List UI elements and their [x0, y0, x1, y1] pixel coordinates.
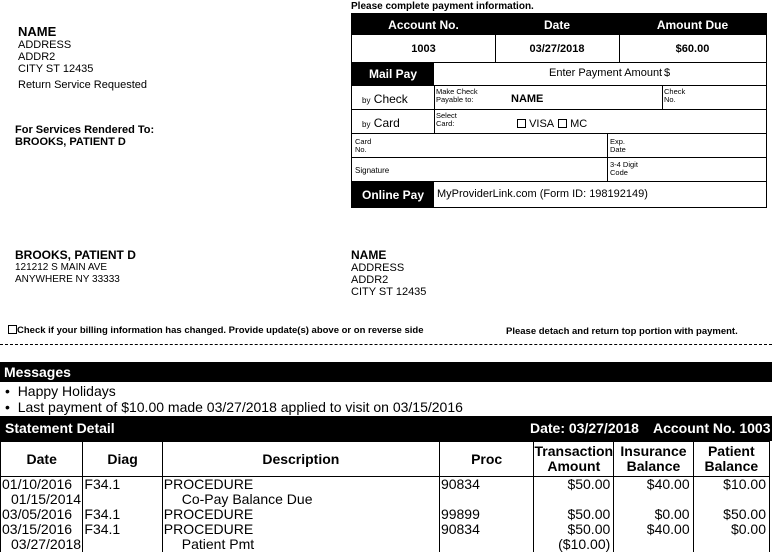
- sender-city: CITY ST 12435: [18, 63, 94, 75]
- services-patient: BROOKS, PATIENT D: [15, 136, 126, 148]
- remit-city: CITY ST 12435: [351, 286, 427, 298]
- row-patient-balance: $50.00: [693, 507, 769, 522]
- row-insurance: $0.00: [614, 507, 693, 522]
- row-date: 03/27/2018: [1, 537, 83, 552]
- row-diag: [83, 537, 162, 552]
- messages-list: [5, 383, 463, 415]
- sender-address: ADDRESS: [18, 39, 72, 51]
- row-proc: 99899: [439, 507, 533, 522]
- check-no-field[interactable]: Check No.: [664, 87, 686, 104]
- patient-address-line1: 121212 S MAIN AVE: [15, 262, 108, 273]
- card-no-field[interactable]: Card No.: [355, 137, 372, 154]
- row-description: PROCEDURE: [162, 522, 439, 537]
- col-account-header: Account No.: [352, 14, 495, 35]
- col-insurance: Insurance Balance: [614, 442, 693, 477]
- row-patient-balance: $0.00: [693, 522, 769, 537]
- signature-field[interactable]: Signature: [355, 166, 390, 175]
- mc-option[interactable]: MC: [558, 118, 587, 130]
- visa-option[interactable]: VISA: [517, 118, 554, 130]
- row-transaction: $50.00: [534, 477, 614, 493]
- patient-address-line2: ANYWHERE NY 33333: [15, 274, 120, 285]
- billing-change-text: Check if your billing information has changed. Provide update(s) above or on reverse side: [17, 325, 424, 336]
- row-proc: [439, 537, 533, 552]
- col-diag: Diag: [83, 442, 162, 477]
- date-value: 03/27/2018: [529, 42, 585, 55]
- row-description: PROCEDURE: [162, 477, 439, 493]
- patient-address-name: BROOKS, PATIENT D: [15, 248, 136, 262]
- detach-note: Please detach and return top portion with payment.: [506, 326, 738, 337]
- sender-addr2: ADDR2: [18, 51, 56, 63]
- row-diag: [83, 492, 162, 507]
- message-item: • Happy Holidays: [5, 383, 116, 399]
- billing-change-row[interactable]: [8, 325, 423, 336]
- row-diag: F34.1: [83, 507, 162, 522]
- message-item: • Last payment of $10.00 made 03/27/2018 applied to visit on 03/15/2016: [5, 399, 463, 415]
- table-row: [1, 507, 770, 522]
- statement-account: Account No. 1003: [653, 420, 771, 436]
- row-transaction: [534, 492, 614, 507]
- row-patient-balance: [693, 492, 769, 507]
- row-proc: [439, 492, 533, 507]
- account-no-value: 1003: [411, 42, 436, 55]
- remit-addr2: ADDR2: [351, 274, 389, 286]
- row-patient-balance: $10.00: [693, 477, 769, 493]
- row-transaction: ($10.00): [534, 537, 614, 552]
- row-date: 03/05/2016: [1, 507, 83, 522]
- row-insurance: $40.00: [614, 477, 693, 493]
- row-diag: F34.1: [83, 477, 162, 493]
- col-proc: Proc: [439, 442, 533, 477]
- row-date: 03/15/2016: [1, 522, 83, 537]
- mail-pay-label: Mail Pay: [352, 63, 434, 85]
- sender-name: NAME: [18, 24, 57, 39]
- payment-box: [351, 13, 767, 208]
- row-date: 01/15/2014: [1, 492, 83, 507]
- row-proc: 90834: [439, 477, 533, 493]
- payee-name: NAME: [511, 93, 544, 105]
- row-diag: F34.1: [83, 522, 162, 537]
- row-description: Patient Pmt: [162, 537, 439, 552]
- return-service: Return Service Requested: [18, 79, 148, 91]
- row-insurance: [614, 492, 693, 507]
- row-patient-balance: [693, 537, 769, 552]
- table-row: [1, 477, 770, 493]
- security-code-field[interactable]: 3-4 Digit Code: [610, 160, 638, 177]
- row-proc: 90834: [439, 522, 533, 537]
- payment-heading: Please complete payment information.: [351, 1, 534, 12]
- exp-date-field[interactable]: Exp. Date: [610, 137, 626, 154]
- remit-name: NAME: [351, 248, 387, 262]
- remit-address: ADDRESS: [351, 262, 405, 274]
- row-transaction: $50.00: [534, 507, 614, 522]
- table-row: [1, 492, 770, 507]
- visa-checkbox[interactable]: [517, 119, 526, 128]
- table-row: [1, 537, 770, 552]
- statement-date: Date: 03/27/2018: [530, 420, 639, 436]
- row-insurance: $40.00: [614, 522, 693, 537]
- billing-change-checkbox[interactable]: [8, 325, 17, 334]
- statement-table: [0, 441, 770, 552]
- enter-payment-label: Enter Payment Amount: [549, 67, 663, 79]
- detach-line: [0, 344, 772, 345]
- online-pay-link[interactable]: MyProviderLink.com (Form ID: 198192149): [437, 188, 648, 200]
- row-transaction: $50.00: [534, 522, 614, 537]
- col-date: Date: [1, 442, 83, 477]
- mc-checkbox[interactable]: [558, 119, 567, 128]
- online-pay-label: Online Pay: [352, 182, 434, 207]
- col-transaction: Transaction Amount: [534, 442, 614, 477]
- by-card-label: by Card: [362, 116, 400, 130]
- col-description: Description: [162, 442, 439, 477]
- payment-amount-field[interactable]: $: [664, 67, 671, 79]
- row-insurance: [614, 537, 693, 552]
- statement-header: [0, 416, 772, 441]
- by-check-label: by Check: [362, 92, 408, 106]
- amount-due-value: $60.00: [675, 42, 710, 55]
- messages-title: Messages: [0, 362, 772, 382]
- row-date: 01/10/2016: [1, 477, 83, 493]
- make-check-label: Make Check Payable to:: [436, 87, 478, 104]
- statement-title: Statement Detail: [5, 420, 115, 436]
- select-card-label: Select Card:: [436, 111, 457, 128]
- col-amount-header: Amount Due: [619, 14, 766, 35]
- col-date-header: Date: [495, 14, 619, 35]
- table-row: [1, 522, 770, 537]
- row-description: Co-Pay Balance Due: [162, 492, 439, 507]
- services-label: For Services Rendered To:: [15, 124, 155, 136]
- col-patient: Patient Balance: [693, 442, 769, 477]
- statement-header-row: [1, 442, 770, 477]
- row-description: PROCEDURE: [162, 507, 439, 522]
